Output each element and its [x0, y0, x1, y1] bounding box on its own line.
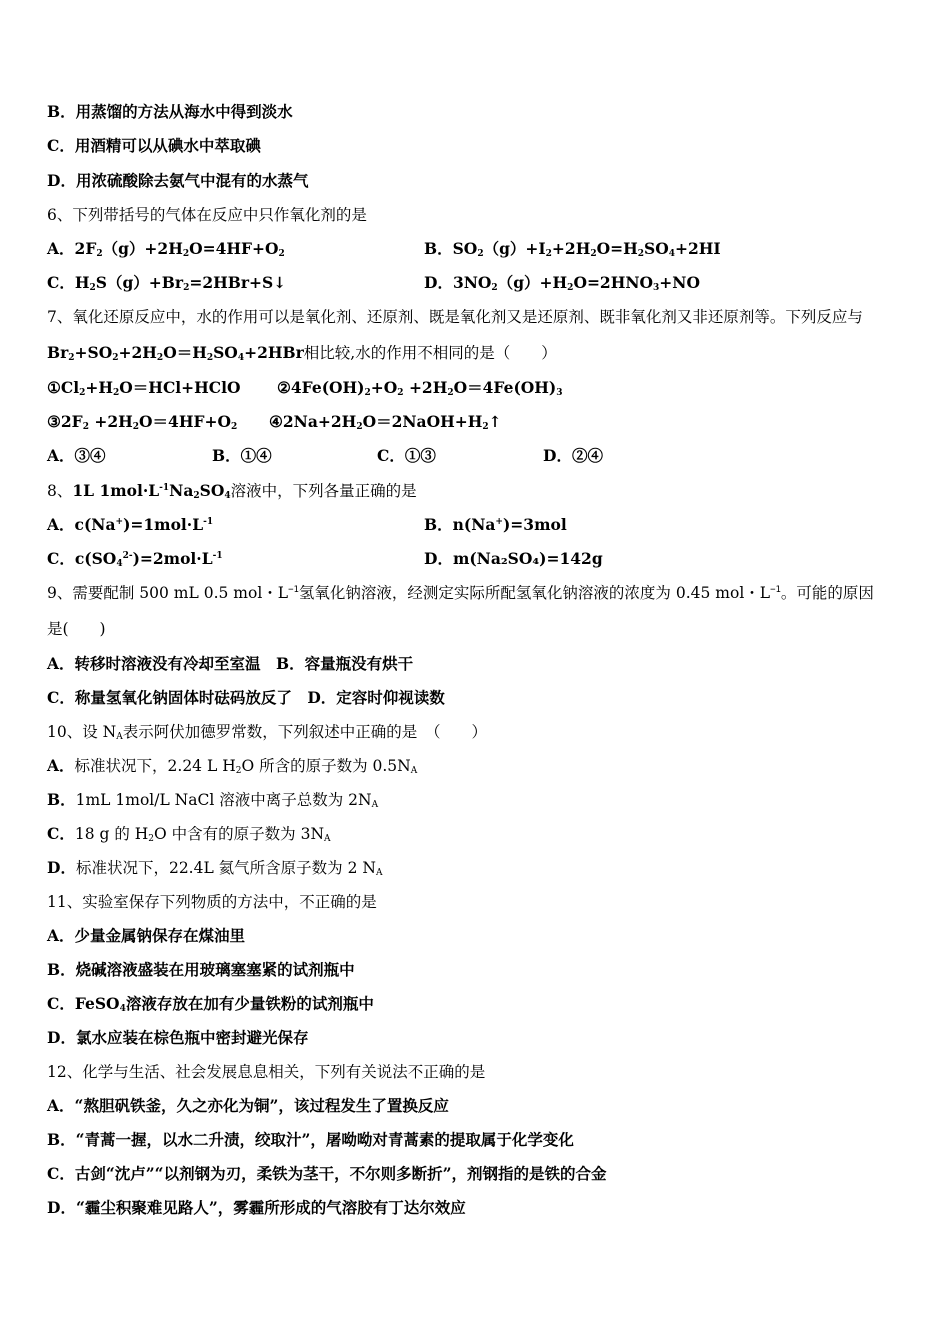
q7-reaction-4: $④2Na+2H_2O=2NaOH+H_2↑$ [269, 412, 502, 432]
q10-option-d: D．标准状况下，22.4L 氦气所含原子数为 2 $N_A$ [47, 858, 383, 878]
q7-option-d: D．②④ [543, 446, 603, 465]
q11-option-b: B．烧碱溶液盛装在用玻璃塞塞紧的试剂瓶中 [47, 960, 355, 979]
q12-option-d: D．“霾尘积聚难见路人”，雾霾所形成的气溶胶有丁达尔效应 [47, 1198, 466, 1217]
q8-row-ab [47, 515, 567, 535]
q7-stem-tail: 相比较,水的作用不相同的是（ ） [303, 344, 557, 362]
q5-option-b: B．用蒸馏的方法从海水中得到淡水 [47, 102, 293, 121]
q7-option-c: C．①③ [377, 446, 436, 465]
q11-option-c-text: 溶液存放在加有少量铁粉的试剂瓶中 [125, 994, 374, 1013]
q6-option-a-label: A． [47, 239, 75, 258]
q7-stem-line1: 7、氧化还原反应中，水的作用可以是氧化剂、还原剂、既是氧化剂又是还原剂、既非氧化剂又非还原剂等。下列反应与 [47, 308, 863, 326]
q7-reactions-34 [47, 412, 502, 432]
q7-reactions-12 [47, 378, 563, 398]
q6-option-a-equation: $2F_2(g)+2H_2O=4HF+O_2$ [74, 239, 285, 259]
q7-reaction-3: $③2F_2 +2H_2O=4HF+O_2$ [47, 412, 238, 432]
q11-option-d: D．氯水应装在棕色瓶中密封避光保存 [47, 1028, 309, 1047]
q10-stem-text: 表示阿伏加德罗常数，下列叙述中正确的是 （ ） [122, 723, 487, 741]
q8-option-a: A．$c(Na^+)=1mol\cdot L^{-1}$ [47, 515, 214, 534]
q12-option-a: A．“熬胆矾铁釜，久之亦化为铜”，该过程发生了置换反应 [47, 1096, 449, 1115]
q6-option-b-label: B． [424, 239, 453, 258]
q12-option-c: C．古剑“沈卢”“以剂钢为刃，柔铁为茎干，不尔则多断折”，剂钢指的是铁的合金 [47, 1164, 607, 1183]
q10-option-c: C．18 g 的 $H_2O$ 中含有的原子数为 $3N_A$ [47, 824, 331, 844]
q8-option-c: C．$c(SO_4^{2-})=2mol\cdot L^{-1}$ [47, 549, 223, 569]
q11-option-a: A．少量金属钠保存在煤油里 [47, 926, 246, 945]
q5-option-c: C．用酒精可以从碘水中萃取碘 [47, 136, 261, 155]
q12-stem: 12、化学与生活、社会发展息息相关，下列有关说法不正确的是 [47, 1063, 486, 1081]
q7-stem-line2 [47, 343, 557, 363]
q6-option-b-equation: $SO_2(g)+I_2+2H_2O=H_2SO_4+2HI$ [452, 239, 721, 259]
q10-option-b: B．1mL 1mol/L NaCl 溶液中离子总数为 $2N_A$ [47, 790, 379, 810]
q12-option-b: B．“青蒿一握，以水二升渍，绞取汁”，屠呦呦对青蒿素的提取属于化学变化 [47, 1130, 574, 1149]
q8-stem-tail: 溶液中，下列各量正确的是 [230, 482, 417, 500]
q6-stem: 6、下列带括号的气体在反应中只作氧化剂的是 [47, 206, 367, 224]
q6-row-cd [47, 273, 700, 293]
q8-solution: 1L $1mol\cdot L^{-1}Na_2SO_4$ [72, 481, 231, 501]
q6-option-c-label: C． [47, 273, 75, 292]
q8-row-cd [47, 549, 603, 569]
q6-row-ab [47, 239, 721, 259]
q8-stem: 8、1L $1mol\cdot L^{-1}Na_2SO_4$溶液中，下列各量正确的是 [47, 481, 417, 501]
q9-stem-line2: 是( ) [47, 620, 106, 638]
q10-option-a: A．标准状况下，2.24 L $H_2O$ 所含的原子数为 $0.5N_A$ [47, 756, 418, 776]
q9-options-cd: C．称量氢氧化钠固体时砝码放反了 D．定容时仰视读数 [47, 688, 445, 707]
q11-stem: 11、实验室保存下列物质的方法中，不正确的是 [47, 893, 377, 911]
q6-option-d-equation: $3NO_2(g)+H_2O=2HNO_3+NO$ [452, 273, 700, 293]
q7-reaction-1: $①Cl_2+H_2O=HCl+HClO$ [47, 378, 241, 398]
q9-stem-line1: 9、需要配制 500 mL 0.5 mol・$L^{-1}$氢氧化钠溶液，经测定实际所配氢氧化钠溶液的浓度为 0.45 mol・$L^{-1}$。可能的原因 [47, 584, 874, 602]
q8-option-d: D．m(Na₂SO₄)=142g [424, 549, 603, 568]
q5-option-d: D．用浓硫酸除去氨气中混有的水蒸气 [47, 171, 309, 190]
q7-option-a: A．③④ [47, 446, 106, 465]
q11-option-c: C．FeSO$_4$溶液存放在加有少量铁粉的试剂瓶中 [47, 994, 374, 1014]
q9-options-ab: A．转移时溶液没有冷却至室温 B．容量瓶没有烘干 [47, 654, 414, 673]
q10-stem: 10、设 $N_A$表示阿伏加德罗常数，下列叙述中正确的是 （ ） [47, 723, 487, 742]
q7-reference-equation: $Br_2+SO_2+2H_2O=H_2SO_4+2HBr$ [47, 343, 304, 363]
q6-option-d-label: D． [424, 273, 453, 292]
q7-reaction-2: $②4Fe(OH)_2+O_2 +2H_2O=4Fe(OH)_3$ [277, 378, 563, 398]
q8-option-b: B．n(Na+)=3mol [424, 515, 567, 534]
q7-option-b: B．①④ [212, 446, 272, 465]
q6-option-c-equation: $H_2S(g)+Br_2=2HBr+S↓$ [74, 273, 287, 293]
